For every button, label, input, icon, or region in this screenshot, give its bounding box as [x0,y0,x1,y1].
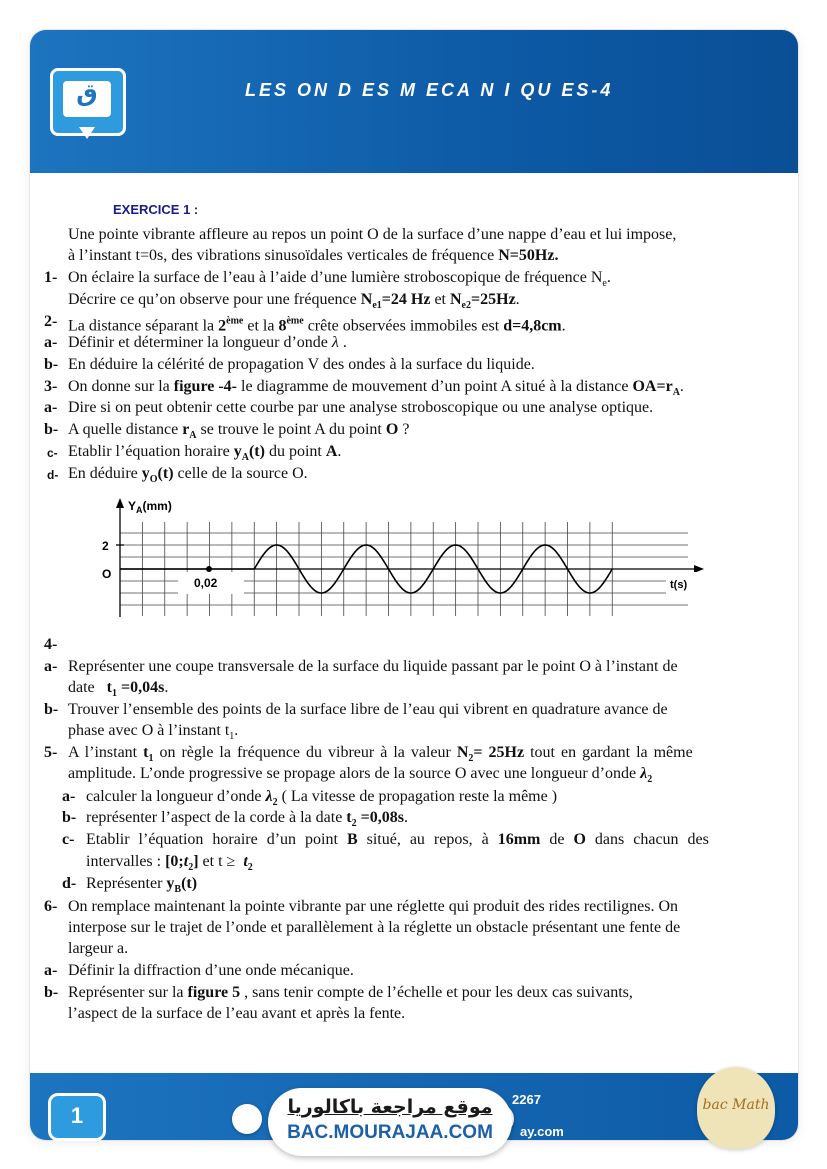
q5c-line-1: Etablir l’équation horaire d’un point B situé, au repos, à 16mm de O dans chacun des [86,831,709,848]
chart-figure-4 [90,492,710,622]
q6b-label: b- [44,984,59,1001]
q5a-label: a- [62,788,76,805]
q2-line: La distance séparant la 2ème et la 8ème crête observées immobiles est d=4,8cm. [68,316,566,335]
q3d-line: En déduire $y_O(t)$ celle de la source O. [68,465,308,486]
q3-label: 3- [44,378,58,395]
exercise-title: EXERCICE 1 : [113,202,199,217]
page-title: LES ON D ES M ECA N I QU ES-4 [245,80,614,100]
q3c-line: Etablir l’équation horaire $y_A(t)$ du point A. [68,443,342,464]
header-banner [30,30,798,173]
y-axis-arrow [116,498,124,508]
x-axis-label: t(s) [670,579,688,591]
q2a-label: a- [44,334,58,351]
q6-line-1: On remplace maintenant la pointe vibrante par une réglette qui produit des rides rectilignes. On [68,898,679,915]
q3b-label: b- [44,421,59,438]
footer-partial-url: ay.com [520,1124,564,1139]
q5-label: 5- [44,744,58,761]
x-annotation: 0,02 [194,576,218,590]
banner-url: BAC.MOURAJAA.COM [287,1122,493,1143]
footer-emblem-left-icon [232,1104,262,1134]
q2-label: 2- [44,313,58,330]
q6b-line-1: Représenter sur la figure 5 , sans tenir compte de l’échelle et pour les deux cas suivants, [68,984,633,1001]
q4a-line-1: Représenter une coupe transversale de la surface du liquide passant par le point O à l’instant de [68,658,678,675]
q5c-label: c- [62,831,75,848]
q5b-label: b- [62,809,77,826]
q4-label: 4- [44,636,58,653]
q1-line-2: Décrire ce qu’on observe pour une fréquence $N_{e1}=24$ Hz et $N_{e2}=25Hz$. [68,291,520,312]
q3c-label: c- [47,446,58,460]
q5b-line: représenter l’aspect de la corde à la date $t_2 =0,08s$. [86,809,408,830]
q4b-line-1: Trouver l’ensemble des points de la surface libre de l’eau qui vibrent en quadrature avance de [68,701,668,718]
logo-glyph: ق [76,79,98,107]
q6b-line-2: l’aspect de la surface de l’eau avant et après la fente. [68,1005,406,1022]
q6-label: 6- [44,898,58,915]
q4b-label: b- [44,701,59,718]
q5d-label: d- [62,875,77,892]
q4b-line-2: phase avec O à l’instant $t_1$. [68,722,239,743]
q6a-label: a- [44,962,58,979]
site-banner[interactable] [268,1088,512,1156]
q3d-label: d- [47,468,59,482]
q4a-label: a- [44,658,58,675]
q3a-label: a- [44,399,58,416]
q1-label: 1- [44,269,58,286]
bac-math-badge-icon [697,1067,775,1149]
q5a-line: calculer la longueur d’onde $\lambda_2$ ( La vitesse de propagation reste la même ) [86,788,558,809]
q4a-line-2: date $t_1 =0,04s$. [68,679,169,700]
q2b-label: b- [44,356,59,373]
q3a-line: Dire si on peut obtenir cette courbe par une analyse stroboscopique ou une analyse optique. [68,399,654,416]
badge-text: bac Math [702,1097,770,1113]
y-tick-0: O [102,567,112,581]
q6a-line: Définir la diffraction d’une onde mécanique. [68,962,354,979]
intro-line-1: Une pointe vibrante affleure au repos un point O de la surface d’une nappe d’eau et lui impose, [68,226,677,243]
q5-line-1: A l’instant $t_1$ on règle la fréquence du vibreur à la valeur $N_2= 25Hz$ tout en gardant la même [68,744,693,765]
footer-partial-number: 2267 [512,1092,541,1107]
q1-line-1: On éclaire la surface de l’eau à l’aide d’une lumière stroboscopique de fréquence $N_e$. [68,269,611,290]
y-axis-label: $Y_A(mm)$ [128,499,172,515]
q2b-line: En déduire la célérité de propagation V des ondes à la surface du liquide. [68,356,535,373]
q3-line: On donne sur la figure -4- le diagramme de mouvement d’un point A situé à la distance $OA=r_A$. [68,378,684,399]
q5-line-2: amplitude. L’onde progressive se propage alors de la source O avec une longueur d’onde $\lambda_2$ [68,765,653,786]
q6-line-3: largeur a. [68,940,129,957]
q5d-line: Représenter $y_B(t)$ [86,875,198,896]
y-tick-2: 2 [102,539,109,553]
page-number: 1 [48,1093,106,1141]
logo-icon [50,68,126,136]
q3b-line: A quelle distance $r_A$ se trouve le point A du point O ? [68,421,410,442]
q2a-line: Définir et déterminer la longueur d’onde λ . [68,334,347,351]
x-axis-arrow [694,565,704,573]
banner-arabic: موقع مراجعة باكالوريا [287,1096,493,1118]
intro-line-2: à l’instant t=0s, des vibrations sinusoïdales verticales de fréquence N=50Hz. [68,247,559,264]
q6-line-2: interpose sur le trajet de l’onde et parallèlement à la réglette un obstacle présentant une fente de [68,919,681,936]
q5c-line-2: intervalles : $[0;t_2]$ et $t \ge t_2$ [86,853,253,874]
